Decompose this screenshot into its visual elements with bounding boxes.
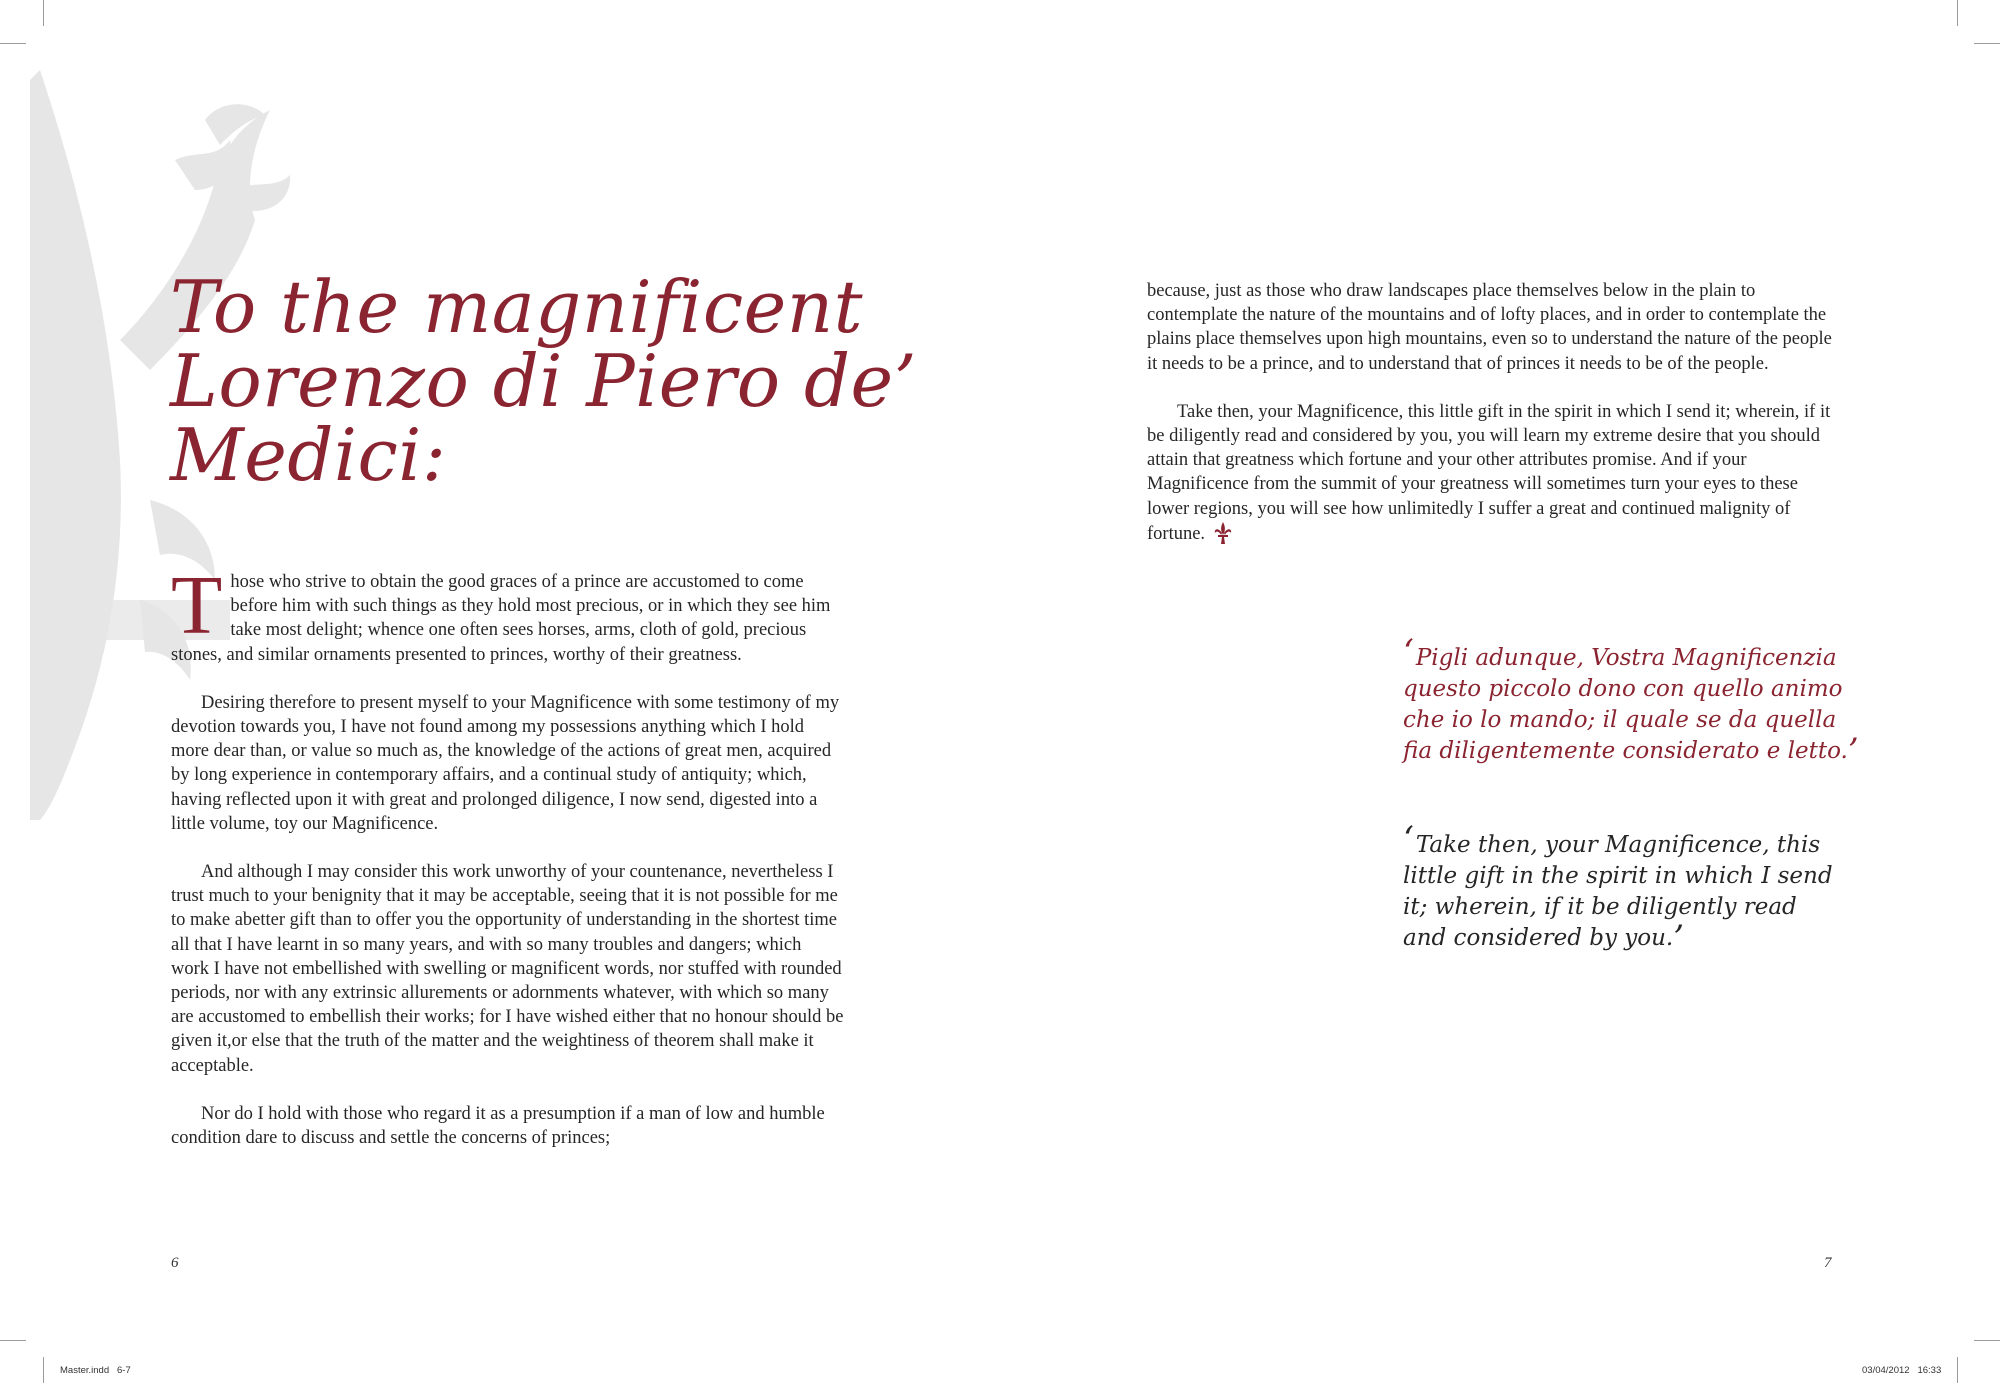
english-pull-quote	[1403, 819, 1833, 958]
italian-pull-quote	[1403, 632, 1863, 771]
open-quote-mark: ‘	[1403, 819, 1414, 859]
open-quote-mark: ‘	[1403, 632, 1414, 672]
left-page-body	[171, 559, 844, 1174]
chapter-title	[170, 265, 930, 497]
right-paragraph-1: because, just as those who draw landscapes place themselves below in the plain to contemplate the nature of the mountains and of lofty places, and in order to contemplate the plains place themselves upon high mountains, even so to understand the nature of the people it needs to be a prince, and to understand that of princes it needs to be of the people.	[1147, 281, 1832, 374]
paragraph-1-text: hose who strive to obtain the good graces of a prince are accustomed to come before him with such things as they hold most precious, or in which they see him take most delight; whence one often sees horses, arms, cloth of gold, precious stones, and similar ornaments presented to princes, worthy of their greatness.	[171, 572, 831, 665]
title-line-3: Medici:	[170, 413, 447, 497]
crop-mark-bottom-left	[43, 1357, 44, 1383]
english-quote-text: Take then, your Magnificence, this little gift in the spirit in which I send it; wherein, if it be diligently read and considered by you.	[1403, 832, 1833, 951]
right-paragraph-2	[1147, 400, 1837, 546]
page-number-right: 7	[1824, 1255, 1832, 1271]
crop-mark-right-bottom	[1974, 1340, 2000, 1341]
crop-mark-left-bottom	[0, 1340, 26, 1341]
close-quote-mark: ’	[1847, 731, 1859, 771]
footer-datetime: 03/04/2012 16:33	[1862, 1365, 1942, 1376]
fleur-de-lis-icon	[1213, 521, 1233, 545]
crop-mark-bottom-right	[1957, 1357, 1958, 1383]
close-quote-mark: ’	[1673, 918, 1685, 958]
crop-mark-top-right	[1957, 0, 1958, 26]
paragraph-4: Nor do I hold with those who regard it as a presumption if a man of low and humble condition dare to discuss and settle the concerns of princes;	[171, 1103, 825, 1149]
paragraph-1	[171, 559, 844, 667]
footer-file-name: Master.indd 6-7	[60, 1365, 131, 1376]
title-line-2: Lorenzo di Piero de’	[170, 339, 918, 423]
crop-mark-right-top	[1974, 43, 2000, 44]
paragraph-3: And although I may consider this work unworthy of your countenance, nevertheless I trust much to your benignity that it may be acceptable, seeing that it is not possible for me to make abetter gift than to offer you the opportunity of understanding in the shortest time all that I have learnt in so many years, and with so many troubles and dangers; which work I have not embellished with swelling or magnificent words, nor stuffed with rounded periods, nor with any extrinsic allurements or adornments whatever, with which so many are accustomed to embellish their works; for I have wished either that no honour should be given it,or else that the truth of the matter and the weightiness of theorem shall make it acceptable.	[171, 862, 844, 1076]
paragraph-2: Desiring therefore to present myself to your Magnificence with some testimony of my devotion towards you, I have not found among my possessions anything which I hold more dear than, or value so much as, the knowledge of the actions of great men, acquired by long experience in contemporary affairs, and a continual study of antiquity; which, having reflected upon it with great and prolonged diligence, I now send, digested into a little volume, toy our Magnificence.	[171, 692, 840, 834]
drop-cap: T	[171, 559, 223, 652]
page-number-left: 6	[171, 1255, 179, 1271]
italian-quote-text: Pigli adunque, Vostra Magnificenzia questo piccolo dono con quello animo che io lo mando; il quale se da quella fia diligentemente considerato e letto.	[1403, 645, 1848, 764]
right-paragraph-2-text: Take then, your Magnificence, this little gift in the spirit in which I send it; wherein, if it be diligently read and considered by you, you will learn my extreme desire that you should attain that greatness which fortune and your other attributes promise. And if your Magnificence from the summit of your greatness will sometimes turn your eyes to these lower regions, you will see how unlimitedly I suffer a great and continued malignity of fortune.	[1147, 401, 1831, 544]
crop-mark-top-left	[43, 0, 44, 26]
title-line-1: To the magnificent	[170, 265, 864, 349]
right-page-body	[1147, 279, 1837, 570]
